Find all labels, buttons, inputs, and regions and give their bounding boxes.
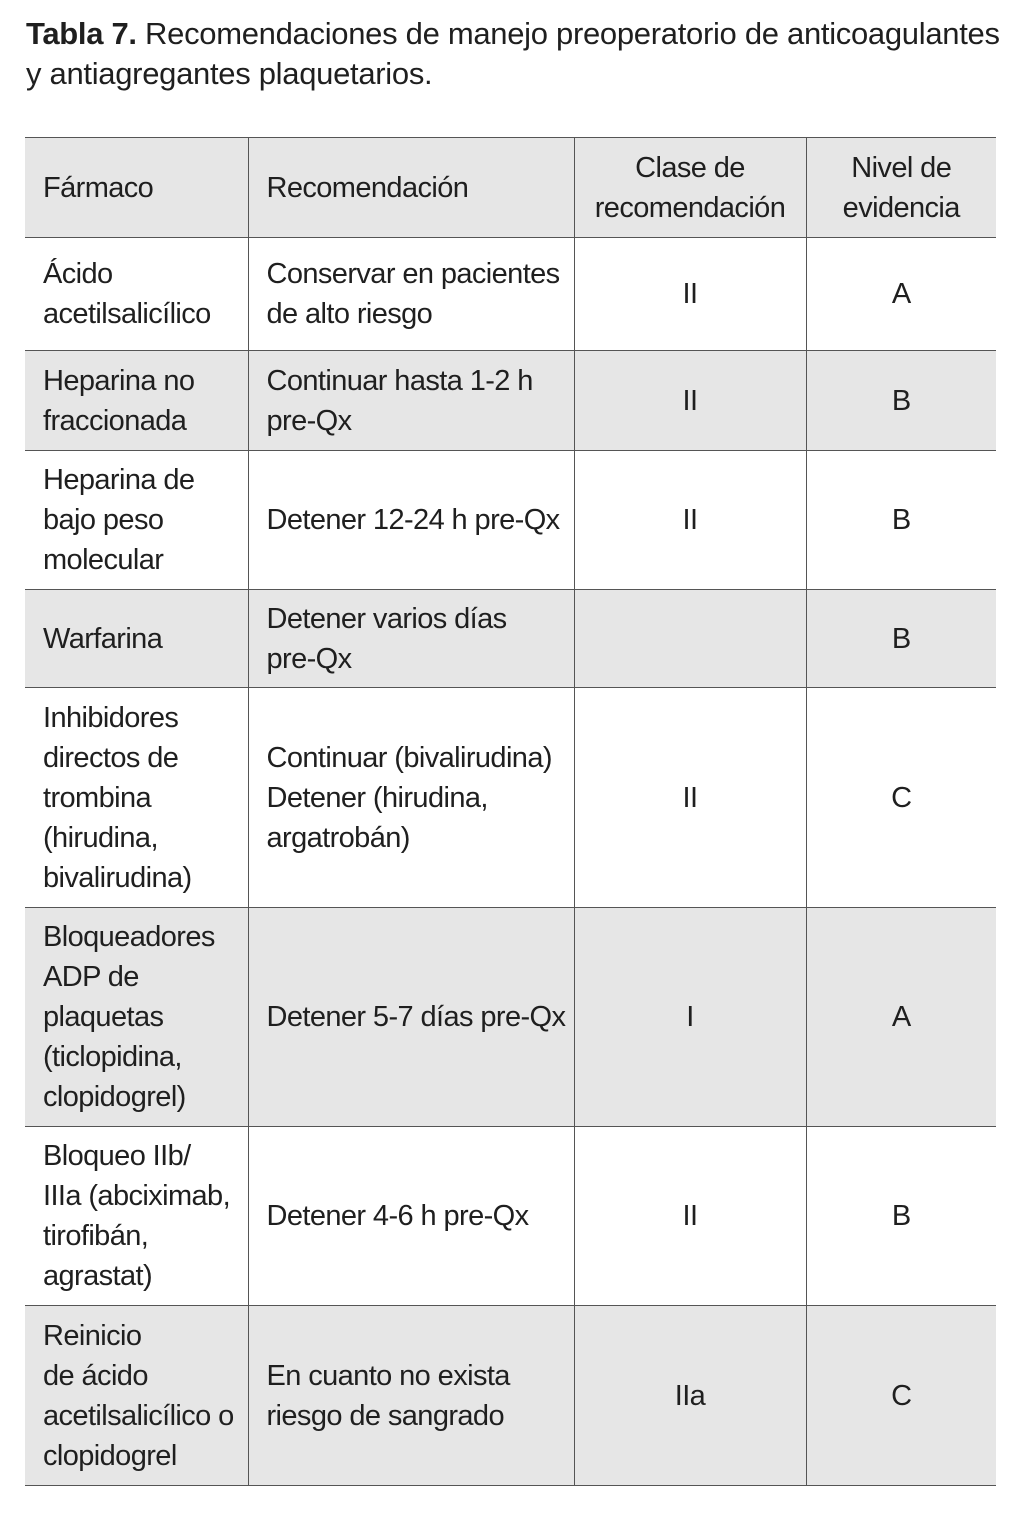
cell-farmaco: Reinicio de ácido acetilsalicílico o clopidogrel <box>25 1306 248 1486</box>
cell-clase <box>574 590 806 688</box>
cell-farmaco: Ácido acetilsalicílico <box>25 238 248 351</box>
header-nivel: Nivel de evidencia <box>806 138 996 238</box>
cell-clase: II <box>574 1127 806 1306</box>
cell-recomendacion: Conservar en pacientes de alto riesgo <box>248 238 574 351</box>
cell-nivel: A <box>806 238 996 351</box>
cell-recomendacion: Detener varios días pre-Qx <box>248 590 574 688</box>
header-farmaco: Fármaco <box>25 138 248 238</box>
cell-recomendacion: Continuar (bivalirudina) Detener (hirudina, argatrobán) <box>248 688 574 908</box>
cell-clase: II <box>574 351 806 451</box>
cell-farmaco: Bloqueo IIb/ IIIa (abciximab, tirofibán, agrastat) <box>25 1127 248 1306</box>
header-recomendacion: Recomendación <box>248 138 574 238</box>
table-caption <box>26 14 1001 94</box>
cell-farmaco: Warfarina <box>25 590 248 688</box>
cell-farmaco: Heparina no fraccionada <box>25 351 248 451</box>
cell-recomendacion: Continuar hasta 1-2 h pre-Qx <box>248 351 574 451</box>
table-row <box>25 908 996 1127</box>
table-row <box>25 238 996 351</box>
cell-nivel: B <box>806 351 996 451</box>
caption-label: Tabla 7. <box>26 16 137 51</box>
cell-nivel: B <box>806 451 996 590</box>
table-row <box>25 1127 996 1306</box>
cell-clase: II <box>574 451 806 590</box>
header-clase: Clase de recomendación <box>574 138 806 238</box>
table-row <box>25 688 996 908</box>
cell-nivel: C <box>806 1306 996 1486</box>
table-row <box>25 590 996 688</box>
cell-farmaco: Heparina de bajo peso molecular <box>25 451 248 590</box>
cell-nivel: B <box>806 590 996 688</box>
cell-recomendacion: Detener 5-7 días pre-Qx <box>248 908 574 1127</box>
recommendations-table <box>25 137 996 1486</box>
caption-text: Recomendaciones de manejo preoperatorio de anticoagulantes y antiagregantes plaquetarios. <box>26 16 1000 91</box>
table-row <box>25 1306 996 1486</box>
cell-clase: II <box>574 238 806 351</box>
cell-recomendacion: En cuanto no exista riesgo de sangrado <box>248 1306 574 1486</box>
table-row <box>25 451 996 590</box>
table-row <box>25 351 996 451</box>
cell-clase: II <box>574 688 806 908</box>
cell-farmaco: Inhibidores directos de trombina (hirudina, bivalirudina) <box>25 688 248 908</box>
cell-recomendacion: Detener 4-6 h pre-Qx <box>248 1127 574 1306</box>
cell-nivel: B <box>806 1127 996 1306</box>
cell-recomendacion: Detener 12-24 h pre-Qx <box>248 451 574 590</box>
header-row <box>25 138 996 238</box>
cell-clase: I <box>574 908 806 1127</box>
cell-nivel: C <box>806 688 996 908</box>
cell-farmaco: Bloqueadores ADP de plaquetas (ticlopidina, clopidogrel) <box>25 908 248 1127</box>
cell-clase: IIa <box>574 1306 806 1486</box>
cell-nivel: A <box>806 908 996 1127</box>
